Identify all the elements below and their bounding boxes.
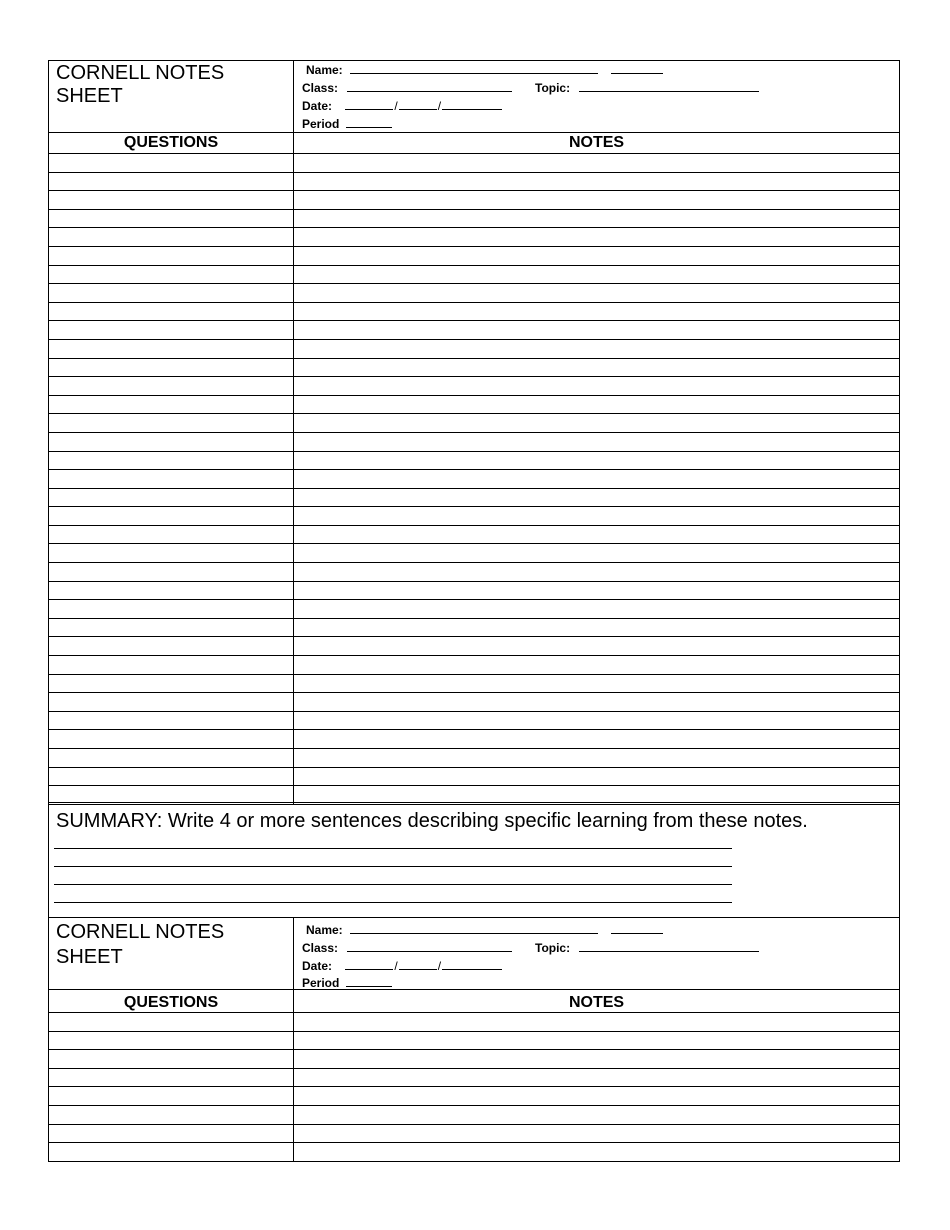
question-cell[interactable]	[49, 544, 294, 563]
period-label: Period	[302, 117, 340, 131]
question-cell[interactable]	[49, 1087, 294, 1106]
topic-field[interactable]	[535, 80, 759, 95]
sheet-title-line-2: SHEET	[56, 85, 123, 107]
column-headings	[49, 133, 899, 154]
summary-line[interactable]	[54, 848, 732, 849]
cornell-notes-sheet-1	[48, 60, 900, 805]
notes-row[interactable]	[49, 470, 899, 489]
notes-row[interactable]	[49, 433, 899, 452]
notes-row[interactable]	[49, 414, 899, 433]
question-cell[interactable]	[49, 266, 294, 285]
title-cell	[49, 61, 294, 132]
sheet-title-line-1: CORNELL NOTES	[56, 62, 225, 84]
date-field[interactable]: Date: / /	[302, 98, 502, 113]
notes-row[interactable]	[49, 154, 899, 173]
notes-row[interactable]	[49, 247, 899, 266]
notes-row[interactable]	[49, 340, 899, 359]
question-cell[interactable]	[49, 619, 294, 638]
notes-row[interactable]	[49, 173, 899, 192]
period-blank[interactable]	[346, 975, 392, 987]
class-blank[interactable]	[347, 80, 512, 92]
question-cell[interactable]	[49, 414, 294, 433]
name-extra-blank[interactable]	[611, 62, 663, 74]
notes-row[interactable]	[49, 1050, 899, 1069]
question-cell[interactable]	[49, 526, 294, 545]
question-cell[interactable]	[49, 656, 294, 675]
date-label: Date:	[302, 99, 333, 113]
question-cell[interactable]	[49, 210, 294, 229]
question-cell[interactable]	[49, 470, 294, 489]
sheet-header	[49, 918, 899, 990]
question-cell[interactable]	[49, 489, 294, 508]
question-cell[interactable]	[49, 1013, 294, 1032]
class-label: Class:	[302, 81, 339, 95]
class-field[interactable]	[302, 940, 512, 955]
name-blank[interactable]	[350, 62, 598, 74]
summary-line[interactable]	[54, 902, 732, 903]
date-year-blank[interactable]	[442, 958, 502, 970]
question-cell[interactable]	[49, 433, 294, 452]
topic-blank[interactable]	[579, 940, 759, 952]
notes-row[interactable]	[49, 656, 899, 675]
name-field[interactable]	[306, 62, 663, 77]
notes-row[interactable]	[49, 452, 899, 471]
date-year-blank[interactable]	[442, 98, 502, 110]
notes-row[interactable]	[49, 1032, 899, 1051]
topic-label: Topic:	[535, 81, 571, 95]
question-cell[interactable]	[49, 749, 294, 768]
question-cell[interactable]	[49, 340, 294, 359]
period-field[interactable]	[302, 116, 392, 131]
question-cell[interactable]	[49, 507, 294, 526]
notes-row[interactable]	[49, 768, 899, 787]
notes-row[interactable]	[49, 600, 899, 619]
notes-row[interactable]	[49, 637, 899, 656]
date-month-blank[interactable]	[345, 958, 393, 970]
summary-heading: SUMMARY: Write 4 or more sentences describing specific learning from these notes.	[56, 810, 808, 832]
question-cell[interactable]	[49, 1125, 294, 1144]
question-cell[interactable]	[49, 359, 294, 378]
question-cell[interactable]	[49, 1050, 294, 1069]
period-field[interactable]	[302, 975, 392, 990]
date-month-blank[interactable]	[345, 98, 393, 110]
notes-row[interactable]	[49, 693, 899, 712]
notes-row[interactable]	[49, 266, 899, 285]
topic-label: Topic:	[535, 941, 571, 955]
notes-row[interactable]	[49, 359, 899, 378]
cornell-notes-sheet-2	[48, 918, 900, 1162]
title-cell	[49, 918, 294, 989]
name-blank[interactable]	[350, 922, 598, 934]
notes-row[interactable]	[49, 489, 899, 508]
notes-row[interactable]	[49, 1125, 899, 1144]
summary-line[interactable]	[54, 866, 732, 867]
notes-row[interactable]	[49, 1143, 899, 1161]
notes-rows	[49, 154, 899, 804]
notes-row[interactable]	[49, 507, 899, 526]
topic-blank[interactable]	[579, 80, 759, 92]
question-cell[interactable]	[49, 284, 294, 303]
question-cell[interactable]	[49, 1143, 294, 1162]
summary-section	[48, 802, 900, 918]
question-cell[interactable]	[49, 600, 294, 619]
question-cell[interactable]	[49, 712, 294, 731]
date-day-blank[interactable]	[399, 98, 437, 110]
question-cell[interactable]	[49, 228, 294, 247]
question-cell[interactable]	[49, 637, 294, 656]
sheet-title-line-1: CORNELL NOTES	[56, 921, 225, 943]
question-cell[interactable]	[49, 303, 294, 322]
question-cell[interactable]	[49, 396, 294, 415]
notes-row[interactable]	[49, 303, 899, 322]
question-cell[interactable]	[49, 768, 294, 787]
class-label: Class:	[302, 941, 339, 955]
question-cell[interactable]	[49, 1106, 294, 1125]
notes-row[interactable]	[49, 1069, 899, 1088]
question-cell[interactable]	[49, 173, 294, 192]
sheet-header	[49, 61, 899, 133]
summary-line[interactable]	[54, 884, 732, 885]
name-label: Name:	[306, 923, 343, 937]
class-blank[interactable]	[347, 940, 512, 952]
questions-heading: QUESTIONS	[49, 990, 294, 1012]
notes-row[interactable]	[49, 582, 899, 601]
question-cell[interactable]	[49, 582, 294, 601]
question-cell[interactable]	[49, 730, 294, 749]
notes-row[interactable]	[49, 396, 899, 415]
notes-row[interactable]	[49, 1106, 899, 1125]
notes-row[interactable]	[49, 712, 899, 731]
notes-heading: NOTES	[568, 134, 625, 151]
notes-row[interactable]	[49, 749, 899, 768]
date-day-blank[interactable]	[399, 958, 437, 970]
class-field[interactable]	[302, 80, 512, 95]
topic-field[interactable]	[535, 940, 759, 955]
question-cell[interactable]	[49, 563, 294, 582]
notes-row[interactable]	[49, 675, 899, 694]
question-cell[interactable]	[49, 247, 294, 266]
question-cell[interactable]	[49, 377, 294, 396]
notes-row[interactable]	[49, 1087, 899, 1106]
notes-row[interactable]	[49, 321, 899, 340]
question-cell[interactable]	[49, 154, 294, 173]
question-cell[interactable]	[49, 1032, 294, 1051]
notes-heading: NOTES	[568, 994, 625, 1011]
date-field[interactable]: Date: / /	[302, 958, 502, 973]
notes-row[interactable]	[49, 284, 899, 303]
notes-row[interactable]	[49, 544, 899, 563]
question-cell[interactable]	[49, 321, 294, 340]
notes-row[interactable]	[49, 1013, 899, 1032]
period-blank[interactable]	[346, 116, 392, 128]
notes-row[interactable]	[49, 210, 899, 229]
name-field[interactable]	[306, 922, 663, 937]
notes-row[interactable]	[49, 730, 899, 749]
notes-row[interactable]	[49, 191, 899, 210]
question-cell[interactable]	[49, 1069, 294, 1088]
question-cell[interactable]	[49, 675, 294, 694]
questions-heading: QUESTIONS	[49, 133, 294, 153]
question-cell[interactable]	[49, 452, 294, 471]
question-cell[interactable]	[49, 191, 294, 210]
notes-row[interactable]	[49, 377, 899, 396]
period-label: Period	[302, 976, 340, 990]
notes-row[interactable]	[49, 619, 899, 638]
column-headings	[49, 990, 899, 1013]
notes-row[interactable]	[49, 228, 899, 247]
notes-row[interactable]	[49, 526, 899, 545]
name-extra-blank[interactable]	[611, 922, 663, 934]
notes-row[interactable]	[49, 563, 899, 582]
sheet-title-line-2: SHEET	[56, 946, 123, 968]
question-cell[interactable]	[49, 693, 294, 712]
name-label: Name:	[306, 63, 343, 77]
date-label: Date:	[302, 959, 333, 973]
notes-rows	[49, 1013, 899, 1161]
